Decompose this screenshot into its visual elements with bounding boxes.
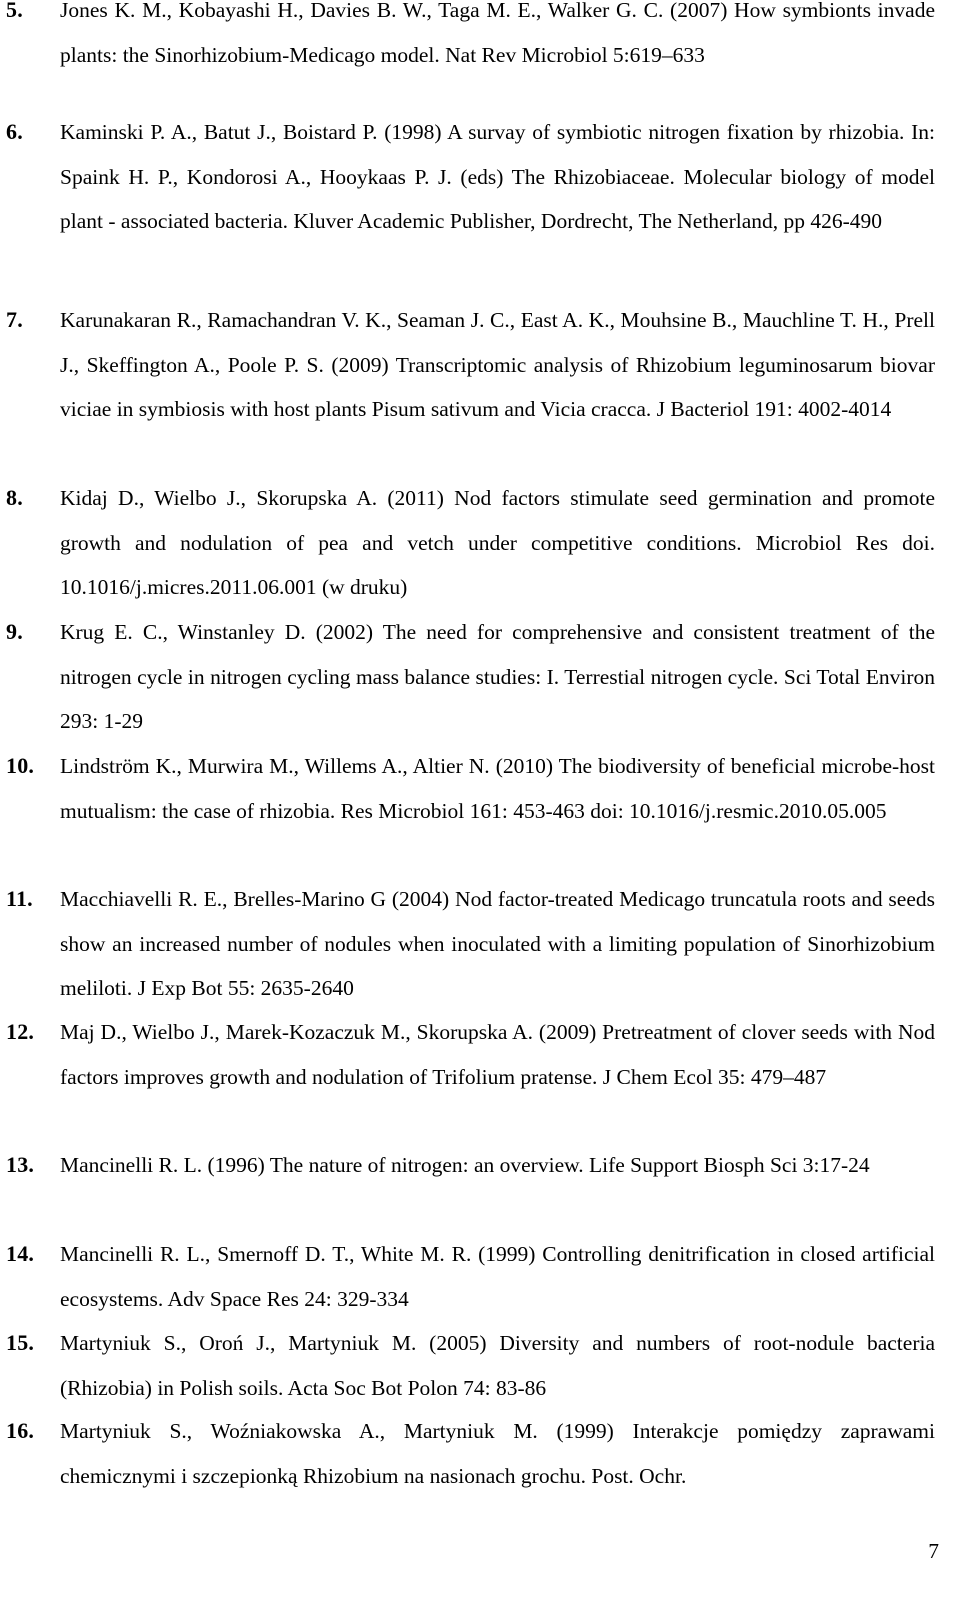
reference-text: Karunakaran R., Ramachandran V. K., Seaman J. C., East A. K., Mouhsine B., Mauchline T. H., Prell J., Skeffington A., Poole P. S. (2009) Transcriptomic analysis of Rhizobium leguminosarum biovar viciae in symbiosis with host plants Pisum sativum and Vicia cracca. J Bacteriol 191: 4002-4014 <box>60 308 935 421</box>
reference-text: Krug E. C., Winstanley D. (2002) The need for comprehensive and consistent treatment of the nitrogen cycle in nitrogen cycling mass balance studies: I. Terrestial nitrogen cycle. Sci Total Environ 293: 1-29 <box>60 620 935 733</box>
reference-text: Macchiavelli R. E., Brelles-Marino G (2004) Nod factor-treated Medicago truncatula roots and seeds show an increased number of nodules when inoculated with a limiting population of Sinorhizobium meliloti. J Exp Bot 55: 2635-2640 <box>60 887 935 1000</box>
reference-number: 16. <box>6 1418 35 1443</box>
reference-text: Jones K. M., Kobayashi H., Davies B. W., Taga M. E., Walker G. C. (2007) How symbionts invade plants: the Sinorhizobium-Medicago model. Nat Rev Microbiol 5:619–633 <box>60 0 935 67</box>
reference-text: Martyniuk S., Oroń J., Martyniuk M. (2005) Diversity and numbers of root-nodule bacteria (Rhizobia) in Polish soils. Acta Soc Bot Polon 74: 83-86 <box>60 1331 935 1400</box>
reference-number: 15. <box>6 1330 35 1355</box>
reference-number: 11. <box>6 886 33 911</box>
reference-text: Maj D., Wielbo J., Marek-Kozaczuk M., Skorupska A. (2009) Pretreatment of clover seeds with Nod factors improves growth and nodulation of Trifolium pratense. J Chem Ecol 35: 479–487 <box>60 1020 935 1089</box>
reference-text: Martyniuk S., Woźniakowska A., Martyniuk M. (1999) Interakcje pomiędzy zaprawami chemicznymi i szczepionką Rhizobium na nasionach grochu. Post. Ochr. <box>60 1419 935 1488</box>
reference-number: 14. <box>6 1241 35 1266</box>
reference-text: Kaminski P. A., Batut J., Boistard P. (1998) A survay of symbiotic nitrogen fixation by rhizobia. In: Spaink H. P., Kondorosi A., Hooykaas P. J. (eds) The Rhizobiaceae. Molecular biology of model plant - associated bacteria. Kluver Academic Publisher, Dordrecht, The Netherland, pp 426-490 <box>60 120 935 233</box>
reference-text: Mancinelli R. L. (1996) The nature of nitrogen: an overview. Life Support Biosph Sci 3:17-24 <box>60 1153 870 1177</box>
reference-number: 12. <box>6 1019 35 1044</box>
page-number: 7 <box>928 1539 939 1563</box>
reference-number: 8. <box>6 485 23 510</box>
reference-number: 5. <box>6 0 23 22</box>
reference-number: 6. <box>6 119 23 144</box>
reference-number: 7. <box>6 307 23 332</box>
reference-number: 9. <box>6 619 23 644</box>
reference-text: Kidaj D., Wielbo J., Skorupska A. (2011) Nod factors stimulate seed germination and promote growth and nodulation of pea and vetch under competitive conditions. Microbiol Res doi. 10.1016/j.micres.2011.06.001 (w druku) <box>60 486 935 599</box>
reference-number: 13. <box>6 1152 35 1177</box>
reference-text: Mancinelli R. L., Smernoff D. T., White M. R. (1999) Controlling denitrification in closed artificial ecosystems. Adv Space Res 24: 329-334 <box>60 1242 935 1311</box>
reference-text: Lindström K., Murwira M., Willems A., Altier N. (2010) The biodiversity of beneficial microbe-host mutualism: the case of rhizobia. Res Microbiol 161: 453-463 doi: 10.1016/j.resmic.2010.05.005 <box>60 754 935 823</box>
reference-number: 10. <box>6 753 35 778</box>
